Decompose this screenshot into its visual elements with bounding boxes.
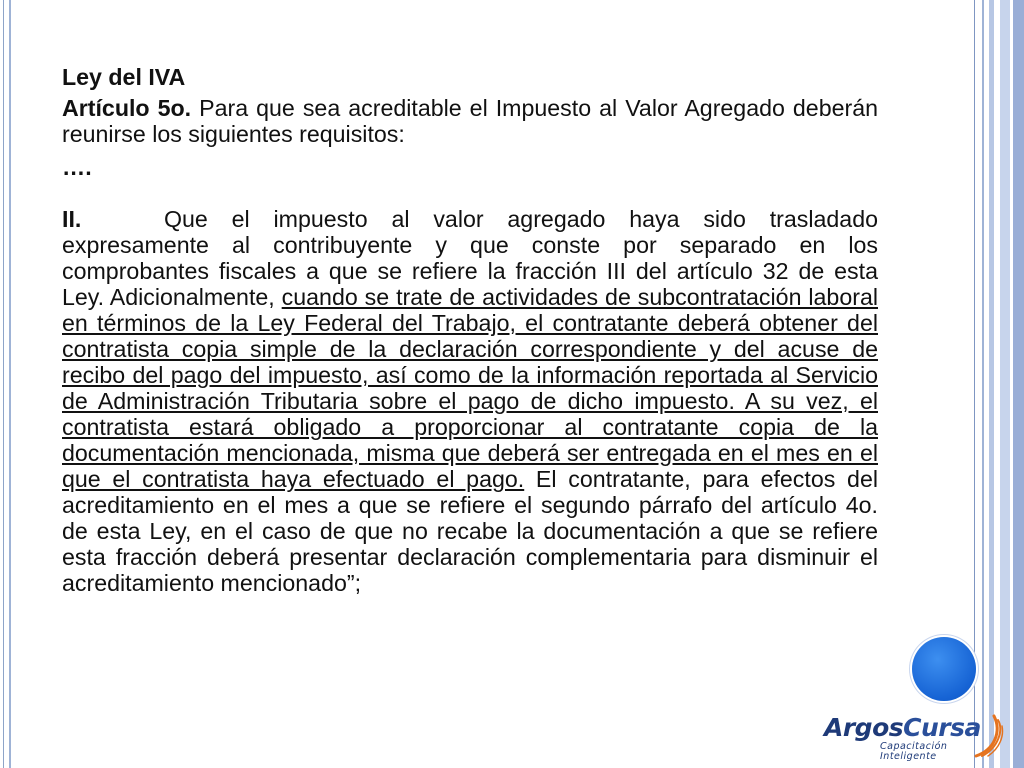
stripe-1 xyxy=(974,0,975,768)
stripe-3 xyxy=(989,0,994,768)
left-line-thick xyxy=(9,0,11,768)
stripe-4 xyxy=(1000,0,1010,768)
left-border-lines xyxy=(0,0,14,768)
logo-tagline-line1: Capacitación xyxy=(880,741,948,752)
fraction-text-a: Que el impuesto al valor agregado haya sido trasladado expresamente al contribuyente y que conste por separado en los comprobantes fiscales a que se refiere la fracción III del artículo 32 de esta Ley. Adicionalmente, xyxy=(62,206,878,310)
stripe-5 xyxy=(1013,0,1024,768)
fraction-paragraph xyxy=(62,206,878,596)
logo-name-part2: Cursa xyxy=(903,713,981,742)
article-intro: Para que sea acreditable el Impuesto al Valor Agregado deberán reunirse los siguientes requisitos: xyxy=(62,95,879,147)
blue-circle-decoration xyxy=(912,637,976,701)
logo-tagline-line2: Inteligente xyxy=(880,751,937,762)
slide-content xyxy=(62,64,878,596)
fraction-number: II. xyxy=(62,206,82,232)
right-decorative-stripes xyxy=(974,0,1024,768)
stripe-2 xyxy=(982,0,984,768)
article-paragraph xyxy=(62,95,878,147)
logo-tagline xyxy=(880,742,947,762)
fraction-text-underlined: cuando se trate de actividades de subcontratación laboral en términos de la Ley Federal del Trabajo, el contratante deberá obtener del contratista copia simple de la declaración correspondiente y del acuse de recibo del pago del impuesto, así como de la información reportada al Servicio de Administración Tributaria sobre el pago de dicho impuesto. A su vez, el contratista estará obligado a proporcionar al contratante copia de la documentación mencionada, misma que deberá ser entregada en el mes en el que el contratista haya efectuado el pago. xyxy=(62,284,878,492)
logo-wordmark xyxy=(824,714,981,742)
ellipsis: …. xyxy=(62,154,92,180)
argoscursa-logo xyxy=(824,712,1002,762)
article-label: Artículo 5o. xyxy=(62,95,192,121)
slide-title: Ley del IVA xyxy=(62,64,186,90)
logo-swoosh-icon xyxy=(972,712,1004,760)
left-line-thin xyxy=(3,0,4,768)
fraction-text-b: El contratante, para efectos del acreditamiento en el mes a que se refiere el segundo párrafo del artículo 4o. de esta Ley, en el caso de que no recabe la documentación a que se refiere esta fracción deberá presentar declaración complementaria para disminuir el acreditamiento mencionado”; xyxy=(62,466,878,596)
logo-name-part1: Argos xyxy=(824,713,904,742)
